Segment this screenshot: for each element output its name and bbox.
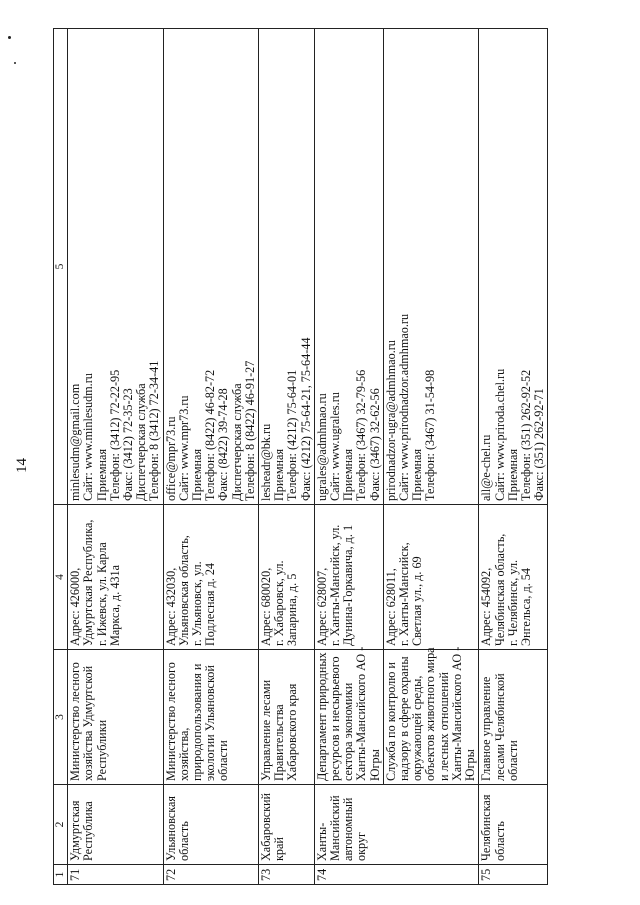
- address-cell-line: Удмуртская Республика,: [81, 519, 96, 646]
- contacts-cell-line: Приемная: [341, 448, 356, 501]
- row-number: 75: [479, 865, 548, 885]
- table-row: [68, 29, 163, 885]
- contacts-cell-line: Факс: (8422) 39-74-28: [216, 388, 231, 501]
- region-cell-line: область: [492, 821, 507, 861]
- address-cell-line: Маркса, д. 431а: [107, 564, 122, 646]
- region-cell-line: область: [176, 821, 191, 861]
- contacts-cell-line: ugrales@admhmao.ru: [314, 393, 329, 501]
- page-number: 14: [14, 458, 30, 473]
- contacts-cell-line: Факс: (3412) 72-35-23: [121, 388, 136, 501]
- region-cell-line: Ульяновская: [163, 796, 178, 861]
- region-cell-line: край: [272, 837, 287, 861]
- table-row: [163, 29, 258, 885]
- region-cell-line: Республика: [81, 801, 96, 861]
- contacts-cell-line: Факс: (3467) 32-62-56: [367, 388, 382, 501]
- row-number: 71: [68, 865, 163, 885]
- row-number: 74: [314, 865, 478, 885]
- authority-cell-line: природопользования и: [190, 663, 205, 781]
- contacts-cell-line: Приемная: [94, 448, 109, 501]
- table-row: [383, 29, 478, 885]
- authority-cell-line: Правительства: [272, 704, 287, 781]
- contacts-cell: [259, 29, 315, 505]
- contacts-cell-line: Факс: (351) 262-92-71: [532, 388, 547, 501]
- authority-cell-line: Управление лесами: [259, 679, 274, 781]
- contacts-cell-line: Приемная: [410, 448, 425, 501]
- address-cell-line: г. Ханты-Мансийск, ул.: [328, 524, 343, 646]
- authority-cell-line: области: [505, 740, 520, 781]
- authority-cell-line: объектов животного мира: [423, 647, 438, 781]
- contacts-cell-line: Сайт: www.mpr73.ru: [176, 395, 191, 501]
- region-cell-line: Удмуртская: [68, 800, 83, 861]
- contacts-cell-line: Приемная: [190, 448, 205, 501]
- authority-cell-line: надзору в сфере охраны: [397, 656, 412, 781]
- header-col-2: 2: [54, 785, 68, 865]
- region-cell: [259, 785, 315, 865]
- region-cell: [314, 785, 478, 865]
- contacts-cell-line: Диспетчерская служба: [134, 383, 149, 501]
- contacts-cell-line: Телефон: (8422) 46-82-72: [203, 369, 218, 501]
- address-cell: [68, 505, 163, 650]
- contacts-cell-line: Телефон: (3467) 32-79-56: [354, 369, 369, 501]
- address-cell-line: Адрес: 628007,: [314, 567, 329, 646]
- table-row: [314, 29, 383, 885]
- address-cell-line: Адрес: 680020,: [259, 567, 274, 646]
- address-cell-line: Адрес: 454092,: [479, 567, 494, 646]
- row-number: 72: [163, 865, 258, 885]
- authority-cell-line: Департамент природных: [314, 652, 329, 781]
- address-cell: [314, 505, 383, 650]
- contacts-cell-line: Факс: (4212) 75-64-21, 75-64-44: [298, 337, 313, 501]
- address-cell-line: Адрес: 628011,: [383, 568, 398, 646]
- contacts-cell-line: Телефон: (3467) 31-54-98: [423, 369, 438, 501]
- contacts-cell-line: office@mpr73.ru: [163, 416, 178, 501]
- table-row: [479, 29, 548, 885]
- contacts-cell-line: Сайт: www.ugrales.ru: [328, 392, 343, 501]
- contacts-cell: [68, 29, 163, 505]
- address-cell: [163, 505, 258, 650]
- region-cell-line: округ: [354, 831, 369, 861]
- authority-cell-line: лесами Челябинской: [492, 673, 507, 781]
- address-cell-line: Запарина, д. 5: [285, 573, 300, 646]
- contacts-cell-line: Диспетчерская служба: [229, 383, 244, 501]
- contacts-cell-line: Телефон: (351) 262-92-52: [518, 369, 533, 501]
- address-cell-line: г. Хабаровск, ул.: [272, 560, 287, 646]
- authority-cell: [383, 646, 478, 785]
- authority-cell-line: Республики: [94, 719, 109, 781]
- authority-cell: [163, 650, 258, 785]
- authority-cell-line: Ханты-Мансийского АО -: [354, 646, 369, 781]
- contacts-cell-line: Телефон: (3412) 72-22-95: [107, 369, 122, 501]
- address-cell-line: г. Ульяновск, ул.: [190, 561, 205, 646]
- address-cell-line: г. Челябинск, ул.: [505, 559, 520, 646]
- forestry-authorities-table: [53, 28, 548, 885]
- contacts-cell-line: lesheadr@bk.ru: [259, 423, 274, 501]
- contacts-cell-line: Приемная: [505, 448, 520, 501]
- authority-cell-line: ресурсов и несырьевого: [328, 656, 343, 781]
- contacts-cell: [383, 29, 478, 505]
- address-cell-line: Челябинская область,: [492, 533, 507, 646]
- authority-cell: [68, 650, 163, 785]
- table-header-row: [54, 29, 68, 885]
- authority-cell-line: области: [216, 740, 231, 781]
- address-cell-line: Адрес: 426000,: [68, 567, 83, 646]
- contacts-cell-line: minlesudm@gmail.com: [68, 383, 83, 501]
- authority-cell: [479, 650, 548, 785]
- authority-cell-line: Министерство лесного: [68, 662, 83, 781]
- region-cell: [479, 785, 548, 865]
- authority-cell-line: Хабаровского края: [285, 683, 300, 781]
- authority-cell-line: Главное управление: [479, 676, 494, 781]
- authority-cell-line: хозяйства,: [176, 727, 191, 781]
- header-col-1: 1: [54, 865, 68, 885]
- region-cell: [163, 785, 258, 865]
- table-row: [259, 29, 315, 885]
- address-cell-line: Светлая ул., д. 69: [410, 556, 425, 646]
- contacts-cell-line: Сайт: www.prirodа.chel.ru: [492, 368, 507, 501]
- authority-cell-line: Служба по контролю и: [383, 662, 398, 781]
- row-number: 73: [259, 865, 315, 885]
- region-cell-line: Ханты-: [314, 822, 329, 861]
- contacts-cell-line: Телефон: (4212) 75-64-01: [285, 369, 300, 501]
- contacts-cell-line: Сайт: www.minlesudm.ru: [81, 373, 96, 501]
- contacts-cell-line: Приемная: [272, 448, 287, 501]
- contacts-cell-line: prirodnadzor-ugra@admhmao.ru: [383, 340, 398, 501]
- address-cell-line: г. Ижевск, ул. Карла: [94, 542, 109, 646]
- region-cell-line: Хабаровский: [259, 792, 274, 861]
- authority-cell-line: сектора экономики: [341, 682, 356, 781]
- contacts-cell: [163, 29, 258, 505]
- address-cell-line: Энгельса, д. 54: [518, 568, 533, 646]
- contacts-cell-line: Сайт: www.prirodnadzor.admhmao.ru: [397, 313, 412, 501]
- region-cell: [68, 785, 163, 865]
- authority-cell-line: хозяйства Удмуртской: [81, 665, 96, 781]
- header-col-5: 5: [54, 29, 68, 505]
- authority-cell-line: Югры: [367, 749, 382, 781]
- address-cell-line: Адрес: 432030,: [163, 567, 178, 646]
- header-col-3: 3: [54, 650, 68, 785]
- contacts-cell-line: Телефон: 8 (8422) 46-91-27: [242, 360, 257, 501]
- address-cell-line: г. Ханты-Мансийск,: [397, 542, 412, 646]
- region-cell-line: Мансийский: [328, 795, 343, 861]
- authority-cell-line: и лесных отношений: [436, 672, 451, 781]
- address-cell-line: Ульяновская область,: [176, 535, 191, 646]
- header-col-4: 4: [54, 505, 68, 650]
- contacts-cell: [479, 29, 548, 505]
- address-cell: [479, 505, 548, 650]
- address-cell-line: Подлесная д. 24: [203, 562, 218, 646]
- authority-cell-line: Югры: [463, 749, 478, 781]
- contacts-cell-line: Телефон: 8 (3412) 72-34-41: [147, 360, 162, 501]
- authority-cell-line: Ханты-Мансийского АО -: [449, 646, 464, 781]
- authority-cell: [314, 646, 383, 785]
- authority-cell: [259, 650, 315, 785]
- authority-cell-line: экологии Ульяновской: [203, 665, 218, 781]
- contacts-cell-line: all@e-chel.ru: [479, 434, 494, 501]
- address-cell: [383, 505, 478, 650]
- contacts-cell: [314, 29, 383, 505]
- region-cell-line: Челябинская: [479, 794, 494, 861]
- address-cell-line: Дунина-Горкавича, д. 1: [341, 524, 356, 646]
- authority-cell-line: Министерство лесного: [163, 662, 178, 781]
- address-cell: [259, 505, 315, 650]
- region-cell-line: автономный: [341, 797, 356, 861]
- authority-cell-line: окружающей среды,: [410, 675, 425, 781]
